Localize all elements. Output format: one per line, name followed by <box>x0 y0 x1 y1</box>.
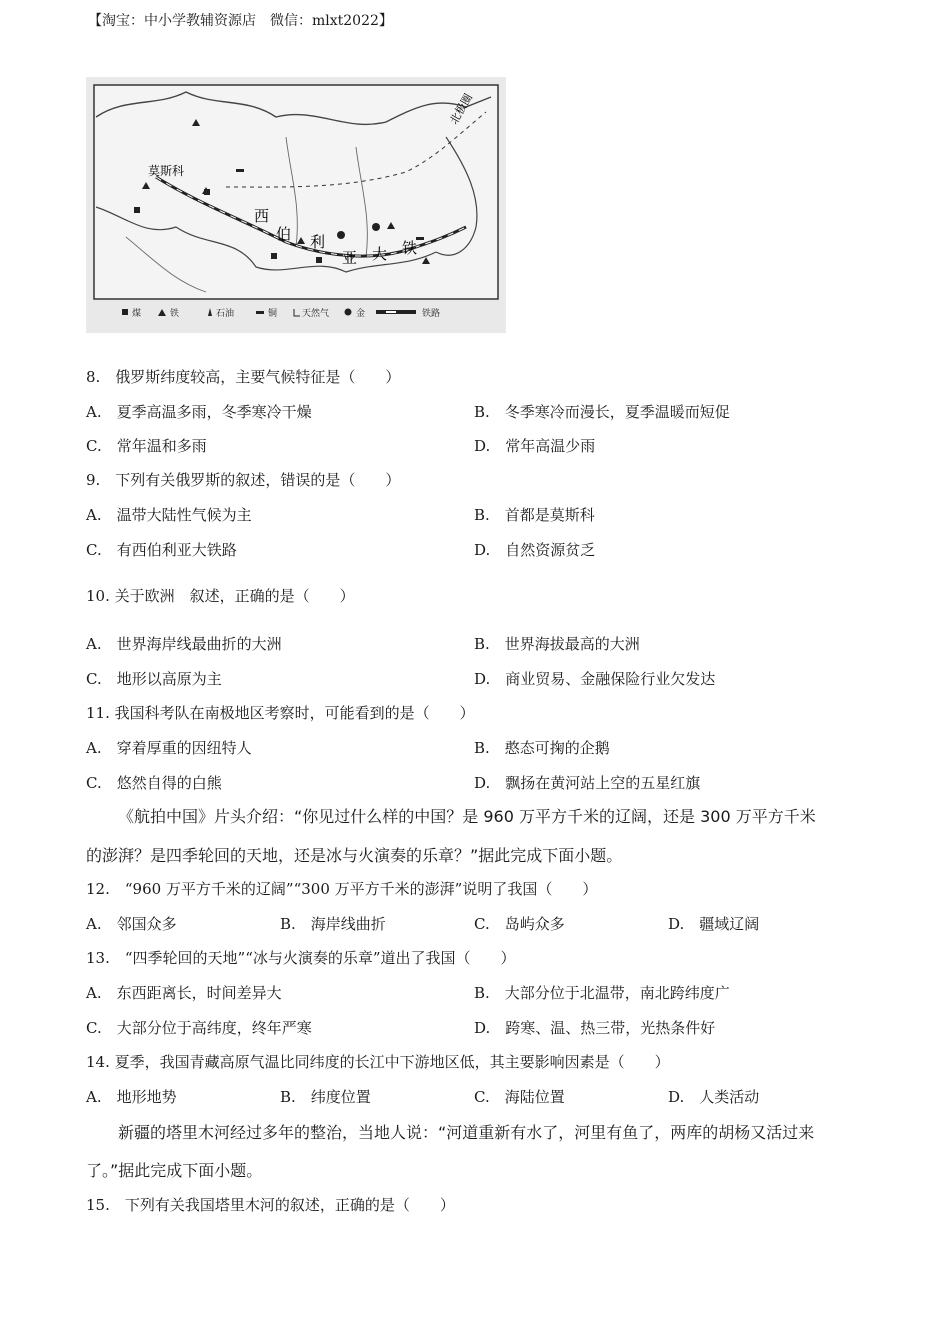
q14-option-b: B. 纬度位置 <box>280 1088 371 1106</box>
passage-2-line-2: 了。”据此完成下面小题。 <box>86 1161 263 1180</box>
svg-text:铁: 铁 <box>402 239 418 257</box>
question-12-stem: 12. “960 万平方千米的辽阔”“300 万平方千米的澎湃”说明了我国（ ） <box>86 880 598 898</box>
svg-text:铁: 铁 <box>170 309 180 319</box>
svg-text:煤: 煤 <box>132 309 142 319</box>
svg-text:西: 西 <box>254 207 270 225</box>
q9-option-a: A. 温带大陆性气候为主 <box>86 506 252 524</box>
svg-text:利: 利 <box>310 233 326 251</box>
q9-option-b: B. 首都是莫斯科 <box>474 506 595 524</box>
svg-text:金: 金 <box>356 309 366 319</box>
q9-option-d: D. 自然资源贫乏 <box>474 541 596 559</box>
question-9-stem: 9. 下列有关俄罗斯的叙述，错误的是（ ） <box>86 471 401 489</box>
question-11-stem: 11. 我国科考队在南极地区考察时，可能看到的是（ ） <box>86 704 475 722</box>
svg-text:伯: 伯 <box>276 225 292 243</box>
q10-option-c: C. 地形以高原为主 <box>86 670 222 688</box>
q12-option-a: A. 邻国众多 <box>86 915 177 933</box>
svg-text:亚: 亚 <box>342 249 358 267</box>
page-header: 【淘宝：中小学教辅资源店 微信：mlxt2022】 <box>88 13 393 29</box>
q8-option-d: D. 常年高温少雨 <box>474 437 596 455</box>
q14-option-a: A. 地形地势 <box>86 1088 177 1106</box>
q11-option-a: A. 穿着厚重的因纽特人 <box>86 739 252 757</box>
q11-option-c: C. 悠然自得的白熊 <box>86 774 222 792</box>
q13-option-b: B. 大部分位于北温带，南北跨纬度广 <box>474 984 730 1002</box>
q11-option-b: B. 憨态可掬的企鹅 <box>474 739 610 757</box>
q8-option-c: C. 常年温和多雨 <box>86 437 207 455</box>
q12-option-d: D. 疆域辽阔 <box>668 915 760 933</box>
q10-option-d: D. 商业贸易、金融保险行业欠发达 <box>474 670 716 688</box>
q10-option-b: B. 世界海拔最高的大洲 <box>474 635 640 653</box>
passage-2-line-1: 新疆的塔里木河经过多年的整治，当地人说：“河道重新有水了，河里有鱼了，两库的胡杨又活过来 <box>118 1123 815 1142</box>
question-14-stem: 14. 夏季，我国青藏高原气温比同纬度的长江中下游地区低，其主要影响因素是（ ） <box>86 1053 670 1071</box>
passage-1-line-1: 《航拍中国》片头介绍：“你见过什么样的中国？是 960 万平方千米的辽阔，还是 300 万平方千米 <box>118 807 816 826</box>
q10-option-a: A. 世界海岸线最曲折的大洲 <box>86 635 282 653</box>
question-10-stem: 10. 关于欧洲 叙述，正确的是（ ） <box>86 587 355 605</box>
map-label-moscow: 莫斯科 <box>148 164 185 178</box>
svg-text:铁路: 铁路 <box>422 309 441 319</box>
q14-option-d: D. 人类活动 <box>668 1088 760 1106</box>
svg-text:石油: 石油 <box>216 309 235 319</box>
russia-resource-map <box>86 77 506 333</box>
q14-option-c: C. 海陆位置 <box>474 1088 565 1106</box>
q11-option-d: D. 飘扬在黄河站上空的五星红旗 <box>474 774 701 792</box>
q8-option-b: B. 冬季寒冷而漫长，夏季温暖而短促 <box>474 403 730 421</box>
q13-option-d: D. 跨寒、温、热三带，光热条件好 <box>474 1019 716 1037</box>
q13-option-a: A. 东西距离长，时间差异大 <box>86 984 282 1002</box>
svg-text:铜: 铜 <box>268 309 278 319</box>
question-15-stem: 15. 下列有关我国塔里木河的叙述，正确的是（ ） <box>86 1196 455 1214</box>
passage-1-line-2: 的澎湃？是四季轮回的天地，还是冰与火演奏的乐章？”据此完成下面小题。 <box>86 846 623 865</box>
question-13-stem: 13. “四季轮回的天地”“冰与火演奏的乐章”道出了我国（ ） <box>86 949 516 967</box>
q12-option-b: B. 海岸线曲折 <box>280 915 386 933</box>
q12-option-c: C. 岛屿众多 <box>474 915 565 933</box>
q8-option-a: A. 夏季高温多雨，冬季寒冷干燥 <box>86 403 312 421</box>
svg-text:大: 大 <box>372 245 388 263</box>
q9-option-c: C. 有西伯利亚大铁路 <box>86 541 237 559</box>
svg-text:天然气: 天然气 <box>302 309 330 319</box>
question-8-stem: 8. 俄罗斯纬度较高，主要气候特征是（ ） <box>86 368 401 386</box>
map-label-arctic-circle: 北极圈 <box>447 91 476 127</box>
q13-option-c: C. 大部分位于高纬度，终年严寒 <box>86 1019 312 1037</box>
